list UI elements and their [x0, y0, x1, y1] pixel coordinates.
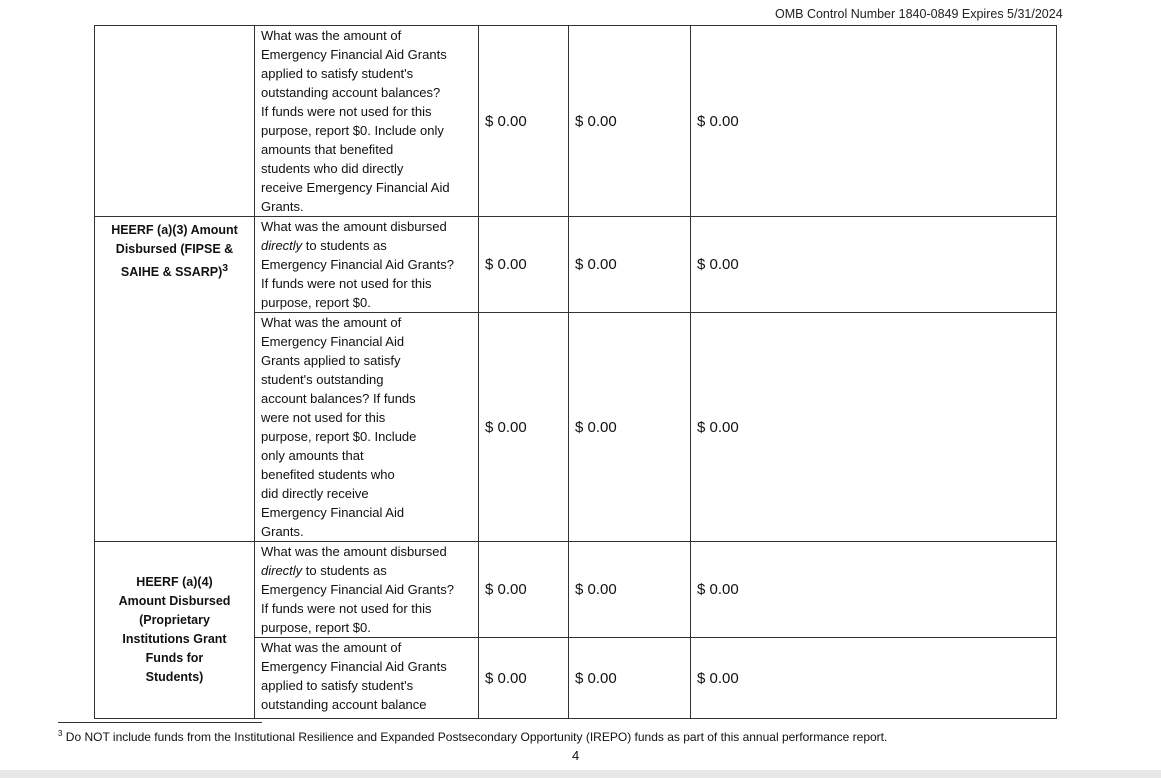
page-number: 4 — [572, 748, 580, 763]
report-table — [94, 25, 1057, 719]
question-cell: What was the amount of Emergency Financial Aid Grants applied to satisfy student's outstanding account balance — [255, 638, 479, 719]
amount-value: $ 0.00 — [575, 669, 617, 687]
amount-cell — [691, 542, 1057, 638]
group-label-a4-text: HEERF (a)(4) Amount Disbursed (Proprietary Institutions Grant Funds for Students) — [118, 575, 231, 684]
amount-cell — [569, 638, 691, 719]
table-row — [95, 26, 1057, 217]
footnote-marker: 3 — [58, 729, 63, 738]
amount-value: $ 0.00 — [697, 669, 739, 687]
amount-value: $ 0.00 — [697, 112, 739, 130]
question-cell: What was the amount of Emergency Financial Aid Grants applied to satisfy student's outstanding account balances? If funds were not used for this purpose, report $0. Include only amounts that benefited students who did directly receive Emergency Financial Aid Grants. — [255, 26, 479, 217]
amount-value: $ 0.00 — [575, 418, 617, 436]
amount-cell — [569, 313, 691, 542]
amount-cell — [691, 217, 1057, 313]
question-emphasis: directly — [261, 563, 303, 578]
amount-value: $ 0.00 — [697, 418, 739, 436]
amount-value: $ 0.00 — [485, 256, 527, 273]
amount-value: $ 0.00 — [575, 112, 617, 130]
amount-value: $ 0.00 — [485, 669, 527, 687]
amount-value: $ 0.00 — [485, 112, 527, 130]
group-label-a3 — [95, 217, 255, 542]
amount-cell — [691, 26, 1057, 217]
question-cell — [255, 542, 479, 638]
amount-cell — [479, 542, 569, 638]
question-text: What was the amount disbursed — [261, 219, 447, 234]
amount-value: $ 0.00 — [697, 256, 739, 273]
omb-control-number: OMB Control Number 1840-0849 Expires 5/31/2024 — [775, 7, 1063, 21]
question-text: to students as Emergency Financial Aid Grants? If funds were not used for this purpose, report $0. — [261, 563, 454, 635]
footnote-divider — [58, 722, 262, 723]
amount-cell — [569, 26, 691, 217]
amount-cell — [691, 638, 1057, 719]
question-text: What was the amount disbursed — [261, 544, 447, 559]
amount-cell — [479, 313, 569, 542]
amount-value: $ 0.00 — [575, 581, 617, 598]
group-label-a4 — [95, 542, 255, 719]
group-label-empty — [95, 26, 255, 217]
amount-cell — [569, 542, 691, 638]
amount-cell — [479, 26, 569, 217]
table-row — [95, 542, 1057, 638]
question-text: to students as Emergency Financial Aid Grants? If funds were not used for this purpose, report $0. — [261, 238, 454, 310]
amount-cell — [479, 638, 569, 719]
amount-value: $ 0.00 — [485, 581, 527, 598]
amount-cell — [569, 217, 691, 313]
group-label-a3-text: HEERF (a)(3) Amount Disbursed (FIPSE & SAIHE & SSARP) — [111, 223, 238, 280]
amount-value: $ 0.00 — [575, 256, 617, 273]
amount-value: $ 0.00 — [697, 581, 739, 598]
footnote — [58, 729, 887, 744]
question-cell — [255, 217, 479, 313]
question-emphasis: directly — [261, 238, 303, 253]
footnote-ref: 3 — [222, 263, 229, 274]
amount-cell — [691, 313, 1057, 542]
footnote-text: Do NOT include funds from the Institutional Resilience and Expanded Postsecondary Opportunity (IREPO) funds as part of this annual performance report. — [62, 730, 888, 744]
amount-value: $ 0.00 — [485, 418, 527, 436]
page-bottom-edge — [0, 770, 1161, 778]
question-cell: What was the amount of Emergency Financial Aid Grants applied to satisfy student's outstanding account balances? If funds were not used for this purpose, report $0. Include only amounts that benefited students who did directly receive Emergency Financial Aid Grants. — [255, 313, 479, 542]
table-row — [95, 217, 1057, 313]
amount-cell — [479, 217, 569, 313]
report-table-wrapper — [94, 25, 1057, 719]
